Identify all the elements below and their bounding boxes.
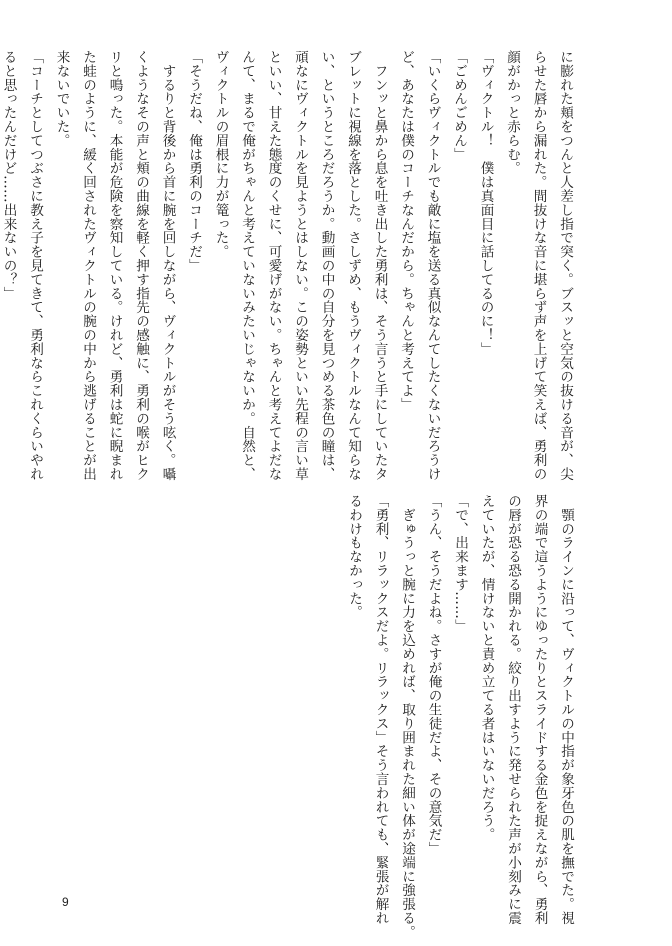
text-line: するりと背後から首に腕を回しながら、ヴィクトルがそう呟く。囁 bbox=[159, 50, 176, 481]
text-line: ると思ったんだけど……出来ないの？」 bbox=[0, 50, 17, 301]
text-line: 「コーチとしてつぶさに教え子を見てきて、勇利ならこれくらいやれ bbox=[27, 50, 43, 481]
text-line: くようなその声と頬の曲線を軽く押す指先の感触に、勇利の喉がヒク bbox=[133, 50, 149, 481]
text-line: 「ヴィクトル！ 僕は真面目に話してるのに！」 bbox=[477, 50, 494, 356]
text-line: の唇が恐る恐る開かれる。絞り出すように発せられた声が小刻みに震 bbox=[505, 494, 521, 925]
text-line: 「いくらヴィクトルでも敵に塩を送る真似なんてしたくないだろうけ bbox=[424, 50, 441, 481]
text-line: フンッと鼻から息を吐き出した勇利は、そう言うと手にしていたタ bbox=[371, 50, 388, 481]
text-line: らせた唇から漏れた。間抜けな音に堪らず声を上げて笑えば、勇利の bbox=[530, 50, 547, 481]
text-line: 界の端で這うようにゆったりとスライドする金色を捉えながら、勇利 bbox=[531, 494, 548, 925]
text-line: た蛙のように、緩く回されたヴィクトルの腕の中から逃げることが出 bbox=[80, 50, 96, 481]
text-line: 来ないでいた。 bbox=[53, 50, 70, 148]
text-line: に膨れた頬をつんと人差し指で突く。ブスッと空気の抜ける音が、尖 bbox=[557, 50, 573, 481]
text-line: 「で、出来ます……」 bbox=[452, 494, 468, 633]
text-line: 顎のラインに沿って、ヴィクトルの中指が象牙色の肌を撫でた。視 bbox=[558, 494, 574, 925]
text-line: えていたが、情けないと責め立てる者はいないだろう。 bbox=[478, 494, 495, 842]
text-line: 「ごめんごめん」 bbox=[451, 50, 467, 162]
text-line: 「うん、そうだよね。さすが俺の生徒だよ、その意気だ」 bbox=[425, 494, 442, 856]
text-line: 「そうだね、俺は勇利のコーチだ」 bbox=[186, 50, 202, 273]
text-line: リと鳴った。本能が危険を察知している。けれど、勇利は蛇に睨まれ bbox=[106, 50, 123, 481]
text-line: い、というところだろうか。動画の中の自分を見つめる茶色の瞳は、 bbox=[318, 50, 335, 481]
text-line: ヴィクトルの眉根に力が篭った。 bbox=[212, 50, 229, 259]
text-line: んて、まるで俺がちゃんと考えていないみたいじゃないか。自然と、 bbox=[239, 50, 255, 481]
lower-text-block bbox=[346, 494, 579, 939]
text-line: ブレットに視線を落とした。さしずめ、もうヴィクトルなんて知らな bbox=[345, 50, 361, 481]
text-line: ど、あなたは僕のコーチなんだから。ちゃんと考えてよ」 bbox=[398, 50, 414, 412]
page-number: 9 bbox=[62, 895, 69, 909]
text-line: 顔がかっと赤らむ。 bbox=[504, 50, 520, 176]
text-line: ぎゅうっと腕に力を込めれば、取り囲まれた細い体が途端に強張る。 bbox=[399, 494, 415, 939]
text-line: 「勇利、リラックスだよ。リラックス」そう言われても、緊張が解れ bbox=[372, 494, 389, 925]
text-line: るわけもなかった。 bbox=[346, 494, 362, 620]
text-line: といい、甘えた態度のくせに、可愛げがない。ちゃんと考えてよだな bbox=[265, 50, 282, 481]
upper-text-block bbox=[0, 50, 578, 481]
text-line: 頑なにヴィクトルを見ようとはしない。この姿勢といい先程の言い草 bbox=[292, 50, 308, 481]
